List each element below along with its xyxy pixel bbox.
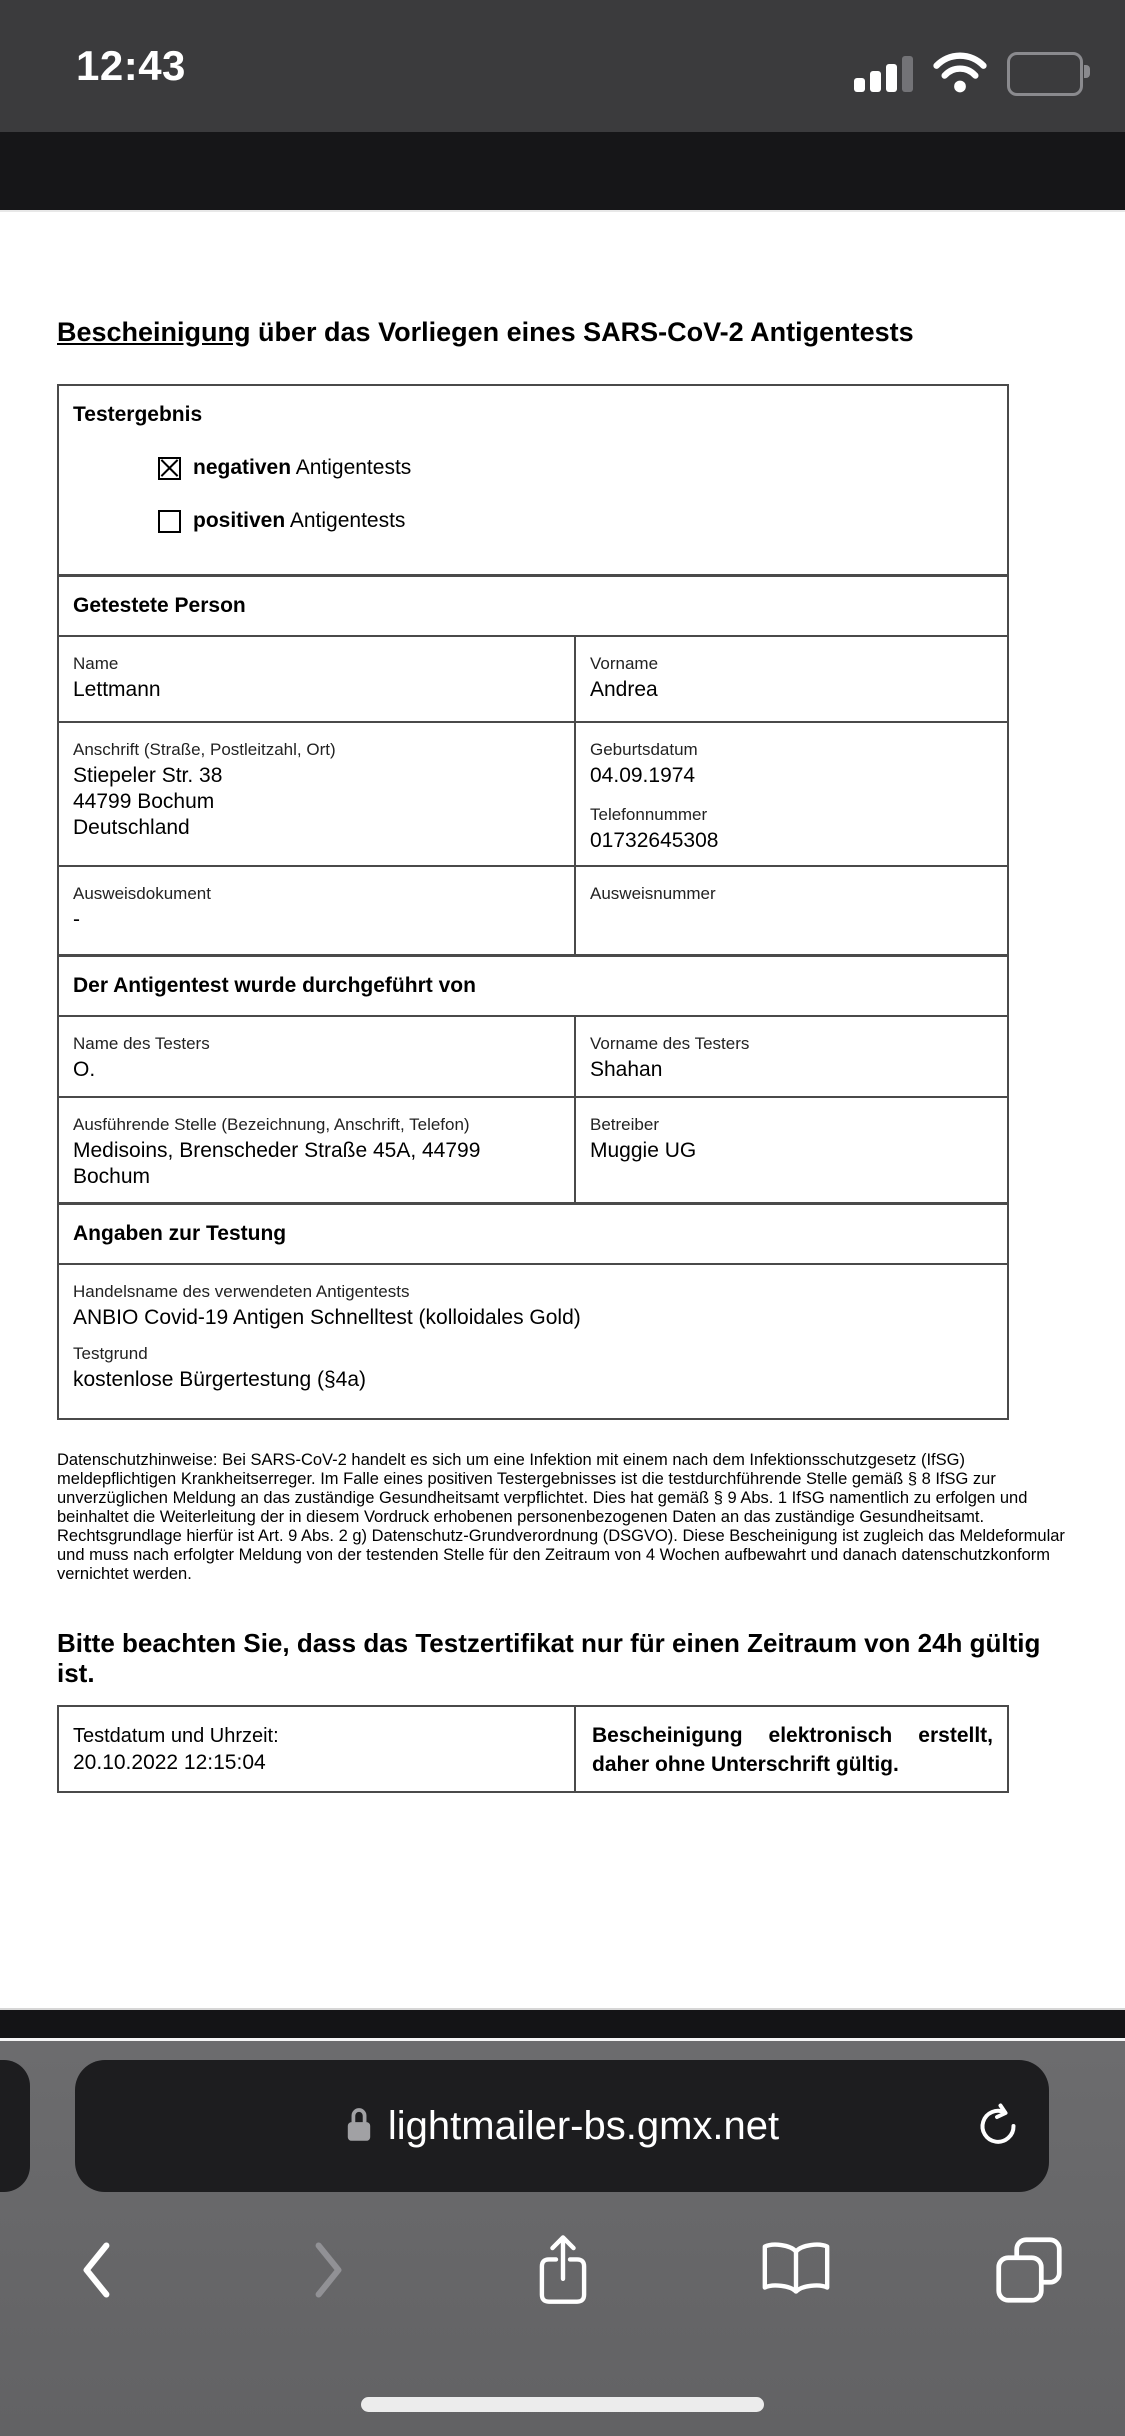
footer-table bbox=[57, 1705, 1009, 1793]
checkbox-unchecked-icon bbox=[158, 510, 181, 533]
top-black-band bbox=[0, 132, 1125, 210]
section-test-result bbox=[59, 386, 1007, 574]
field-testgrund: Testgrund kostenlose Bürgertestung (§4a) bbox=[73, 1344, 367, 1391]
field-tester-name: Name des Testers O. bbox=[73, 1034, 210, 1081]
field-betreiber: Betreiber Muggie UG bbox=[574, 1098, 1007, 1202]
address-bar[interactable] bbox=[75, 2060, 1049, 2192]
browser-toolbar bbox=[0, 2210, 1125, 2330]
clock: 12:43 bbox=[76, 42, 186, 89]
home-indicator[interactable] bbox=[361, 2397, 764, 2412]
row-name-vorname bbox=[59, 635, 1007, 721]
field-telefonnummer: Telefonnummer 01732645308 bbox=[590, 805, 719, 852]
certificate-table bbox=[57, 384, 1009, 1420]
tabs-button[interactable] bbox=[991, 2225, 1067, 2315]
section-header-testergebnis: Testergebnis bbox=[73, 403, 203, 426]
field-geburtsdatum-telefon bbox=[574, 723, 1007, 865]
status-icons bbox=[854, 50, 1083, 98]
battery-icon bbox=[1007, 52, 1083, 96]
checkbox-checked-icon bbox=[158, 457, 181, 480]
previous-tab-edge[interactable] bbox=[0, 2060, 30, 2192]
forward-button[interactable] bbox=[291, 2225, 367, 2315]
wifi-icon bbox=[932, 50, 988, 99]
cellular-signal-icon bbox=[854, 56, 913, 92]
electronic-note: Bescheinigung elektronisch erstellt, daher ohne Unterschrift gültig. bbox=[574, 1707, 1007, 1791]
section-header-person: Getestete Person bbox=[59, 574, 1007, 635]
section-header-tester: Der Antigentest wurde durchgeführt von bbox=[59, 954, 1007, 1015]
field-handelsname: Handelsname des verwendeten Antigentests ANBIO Covid-19 Antigen Schnelltest (kolloidales Gold) bbox=[73, 1282, 581, 1329]
certificate-document bbox=[0, 210, 1125, 2010]
bottom-black-band bbox=[0, 2008, 1125, 2038]
option-negative: negativen Antigentests bbox=[73, 455, 993, 481]
field-ausweisdokument: Ausweisdokument - bbox=[73, 884, 211, 931]
field-name: Name Lettmann bbox=[73, 654, 161, 701]
field-testdatum: Testdatum und Uhrzeit: 20.10.2022 12:15:04 bbox=[73, 1725, 279, 1774]
field-tester-vorname: Vorname des Testers Shahan bbox=[574, 1017, 1007, 1096]
safari-bottom-chrome bbox=[0, 2041, 1125, 2436]
reload-button[interactable] bbox=[975, 2103, 1021, 2149]
row-angaben bbox=[59, 1263, 1007, 1418]
field-angaben bbox=[59, 1265, 1007, 1418]
option-positive: positiven Antigentests bbox=[73, 508, 993, 534]
back-button[interactable] bbox=[58, 2225, 134, 2315]
bookmarks-button[interactable] bbox=[758, 2225, 834, 2315]
page-title: Bescheinigung über das Vorliegen eines SARS-CoV-2 Antigentests bbox=[57, 317, 914, 347]
lock-icon bbox=[345, 2105, 373, 2148]
row-ausweis bbox=[59, 865, 1007, 954]
privacy-notice: Datenschutzhinweise: Bei SARS-CoV-2 handelt es sich um eine Infektion mit einem nach dem Infektionsschutzgesetz (IfSG) meldepflichtigen Krankheitserreger. Im Falle eines positiven Testergebnisses ist die testdurchführende Stelle gemäß § 8 IfSG zur unverzüglichen Meldung an das zuständige Gesundheitsamt verpflichtet. Dies hat gemäß § 9 Abs. 1 IfSG namentlich zu erfolgen und beinhaltet die Weiterleitung der in diesem Vordruck erhobenen personenbezogenen Daten an das zuständige Gesundheitsamt. Rechtsgrundlage hierfür ist Art. 9 Abs. 2 g) Datenschutz-Grundverordnung (DSGVO). Diese Bescheinigung ist zugleich das Meldeformular und muss nach erfolgter Meldung von der testenden Stelle für den Zeitraum von 4 Wochen aufbewahrt und danach datenschutzkonform vernichtet werden. bbox=[57, 1451, 1065, 1583]
row-anschrift-geburtsdatum bbox=[59, 721, 1007, 865]
row-stelle-betreiber bbox=[59, 1096, 1007, 1202]
share-button[interactable] bbox=[525, 2225, 601, 2315]
status-bar bbox=[0, 0, 1125, 132]
field-ausweisnummer: Ausweisnummer bbox=[574, 867, 1007, 954]
validity-notice: Bitte beachten Sie, dass das Testzertifikat nur für einen Zeitraum von 24h gültig ist. bbox=[57, 1628, 1041, 1688]
url-text: lightmailer-bs.gmx.net bbox=[387, 2103, 780, 2148]
field-vorname: Vorname Andrea bbox=[574, 637, 1007, 721]
row-tester-name bbox=[59, 1015, 1007, 1096]
section-header-testung: Angaben zur Testung bbox=[59, 1202, 1007, 1263]
field-geburtsdatum: Geburtsdatum 04.09.1974 bbox=[590, 740, 698, 787]
field-ausfuehrende-stelle: Ausführende Stelle (Bezeichnung, Anschrift, Telefon) Medisoins, Brenscheder Straße 45A, 44799 Bochum bbox=[73, 1115, 481, 1188]
field-anschrift: Anschrift (Straße, Postleitzahl, Ort) Stiepeler Str. 38 44799 Bochum Deutschland bbox=[73, 740, 336, 839]
